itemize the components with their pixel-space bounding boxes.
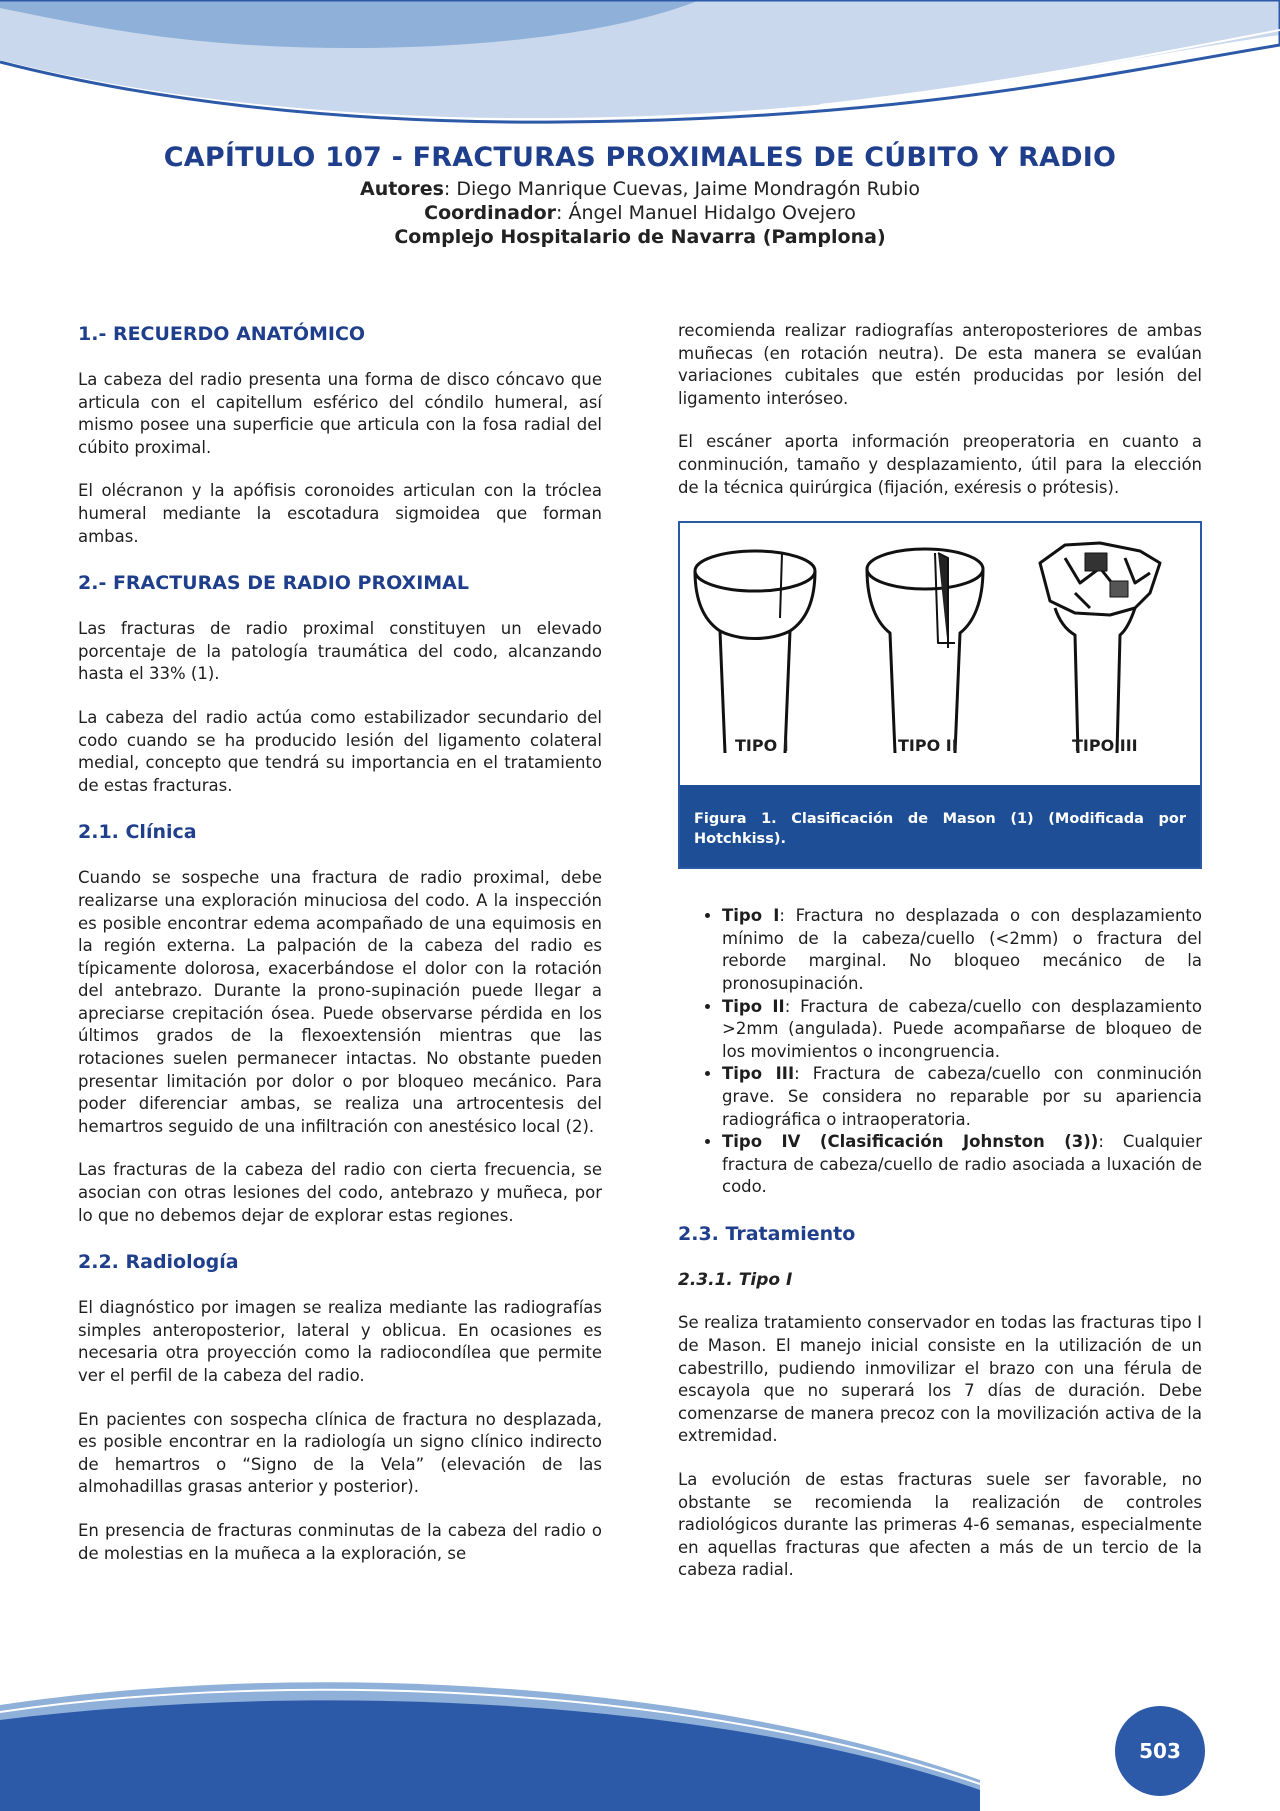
label-tipo-3: TIPO III — [1072, 736, 1138, 756]
list-item: • Tipo II: Fractura de cabeza/cuello con desplazamiento >2mm (angulada). Puede acompañarse de bloqueo de los movimientos o incongruencia. — [722, 996, 1202, 1064]
paragraph: El escáner aporta información preoperatoria en cuanto a conminución, tamaño y desplazamiento, útil para la elección de la técnica quirúrgica (fijación, exéresis o prótesis). — [678, 432, 1202, 497]
authors-line — [0, 177, 1280, 201]
section-1-title: 1.- RECUERDO ANATÓMICO — [78, 323, 366, 345]
paragraph: El diagnóstico por imagen se realiza mediante las radiografías simples anteroposterior, lateral y oblicua. En ocasiones es necesaria otra proyección como la radiocondílea que permite ver el perfil de la cabeza del radio. — [78, 1298, 602, 1385]
section-2-2-title: 2.2. Radiología — [78, 1251, 239, 1274]
chapter-title: CAPÍTULO 107 - FRACTURAS PROXIMALES DE CÚBITO Y RADIO — [163, 142, 1117, 173]
list-item: • Tipo I: Fractura no desplazada o con desplazamiento mínimo de la cabeza/cuello (<2mm) o fractura del reborde marginal. No bloqueo mecánico de la pronosupinación. — [722, 905, 1202, 995]
figure-mason-classification — [678, 521, 1202, 869]
paragraph: recomienda realizar radiografías anteroposteriores de ambas muñecas (en rotación neutra). De esta manera se evalúan variaciones cubitales que estén producidas por lesión del ligamento interóseo. — [678, 321, 1202, 408]
coordinator-name: : Ángel Manuel Hidalgo Ovejero — [556, 202, 856, 224]
label-tipo-1: TIPO I — [735, 736, 789, 756]
figure-caption: Figura 1. Clasificación de Mason (1) (Modificada por Hotchkiss). — [680, 785, 1200, 867]
institution-line — [0, 225, 1280, 249]
institution: Complejo Hospitalario de Navarra (Pamplona) — [394, 226, 886, 248]
paragraph: La evolución de estas fracturas suele ser favorable, no obstante se recomienda la realización de controles radiológicos durante las primeras 4-6 semanas, especialmente en aquellas fracturas que afecten a más de un tercio de la cabeza radial. — [678, 1470, 1202, 1580]
authors-label: Autores — [359, 178, 444, 200]
authors-names: : Diego Manrique Cuevas, Jaime Mondragón Rubio — [443, 178, 921, 200]
paragraph: La cabeza del radio actúa como estabilizador secundario del codo cuando se ha producido lesión del ligamento colateral medial, concepto que tendrá su importancia en el tratamiento de estas fracturas. — [78, 707, 602, 795]
paragraph: En pacientes con sospecha clínica de fractura no desplazada, es posible encontrar en la radiología un signo clínico indirecto de hemartros o “Signo de la Vela” (elevación de las almohadillas grasas anterior y posterior). — [78, 1409, 602, 1497]
right-column — [678, 320, 1202, 1603]
list-item: • Tipo III: Fractura de cabeza/cuello con conminución grave. Se considera no reparable por su apariencia radiográfica o intraoperatoria. — [722, 1063, 1202, 1131]
list-item: • Tipo IV (Clasificación Johnston (3)): Cualquier fractura de cabeza/cuello de radio asociada a luxación de codo. — [722, 1131, 1202, 1199]
paragraph: Se realiza tratamiento conservador en todas las fracturas tipo I de Mason. El manejo inicial consiste en la utilización de un cabestrillo, pudiendo inmovilizar el brazo con una férula de escayola que no superará los 7 días de duración. Debe comenzarse de manera precoz con la movilización activa de la extremidad. — [678, 1313, 1202, 1446]
chapter-header — [0, 142, 1280, 249]
paragraph: Cuando se sospeche una fractura de radio proximal, debe realizarse una exploración minuciosa del codo. A la inspección es posible encontrar edema acompañado de una equimosis en la región externa. La palpación de la cabeza del radio es típicamente dolorosa, exacerbándose el dolor con la rotación del antebrazo. Durante la prono-supinación puede llegar a apreciarse crepitación ósea. Puede observarse pérdida en los últimos grados de la flexoextensión mientras que las rotaciones suelen permanecer intactas. No obstante pueden presentar limitación por dolor o por bloqueo mecánico. Para poder diferenciar ambas, se realiza una artrocentesis del hemartros seguido de una infiltración con anestésico local (2). — [78, 868, 602, 1136]
coordinator-label: Coordinador — [424, 202, 557, 224]
section-2-1-title: 2.1. Clínica — [78, 821, 197, 844]
figure-image — [680, 523, 1200, 785]
header-wave-decoration — [0, 0, 1280, 130]
mason-types-list — [678, 905, 1202, 1199]
section-2-3-1-title: 2.3.1. Tipo I — [678, 1269, 793, 1290]
footer-wave-decoration — [0, 1660, 1280, 1811]
page-number: 503 — [1115, 1706, 1205, 1796]
label-tipo-2: TIPO II — [898, 736, 958, 756]
paragraph: Las fracturas de radio proximal constituyen un elevado porcentaje de la patología traumática del codo, alcanzando hasta el 33% (1). — [78, 619, 602, 684]
paragraph: El olécranon y la apófisis coronoides articulan con la tróclea humeral mediante la escotadura sigmoidea que forman ambas. — [78, 481, 602, 546]
paragraph: La cabeza del radio presenta una forma de disco cóncavo que articula con el capitellum esférico del cóndilo humeral, así mismo posee una superficie que articula con la fosa radial del cúbito proximal. — [78, 370, 602, 457]
paragraph: Las fracturas de la cabeza del radio con cierta frecuencia, se asocian con otras lesiones del codo, antebrazo y muñeca, por lo que no debemos dejar de explorar estas regiones. — [78, 1160, 602, 1225]
section-2-3-title: 2.3. Tratamiento — [678, 1222, 856, 1245]
paragraph: En presencia de fracturas conminutas de la cabeza del radio o de molestias en la muñeca a la exploración, se — [78, 1520, 602, 1563]
left-column — [78, 320, 602, 1586]
coordinator-line — [0, 201, 1280, 225]
section-2-title: 2.- FRACTURAS DE RADIO PROXIMAL — [78, 572, 469, 595]
